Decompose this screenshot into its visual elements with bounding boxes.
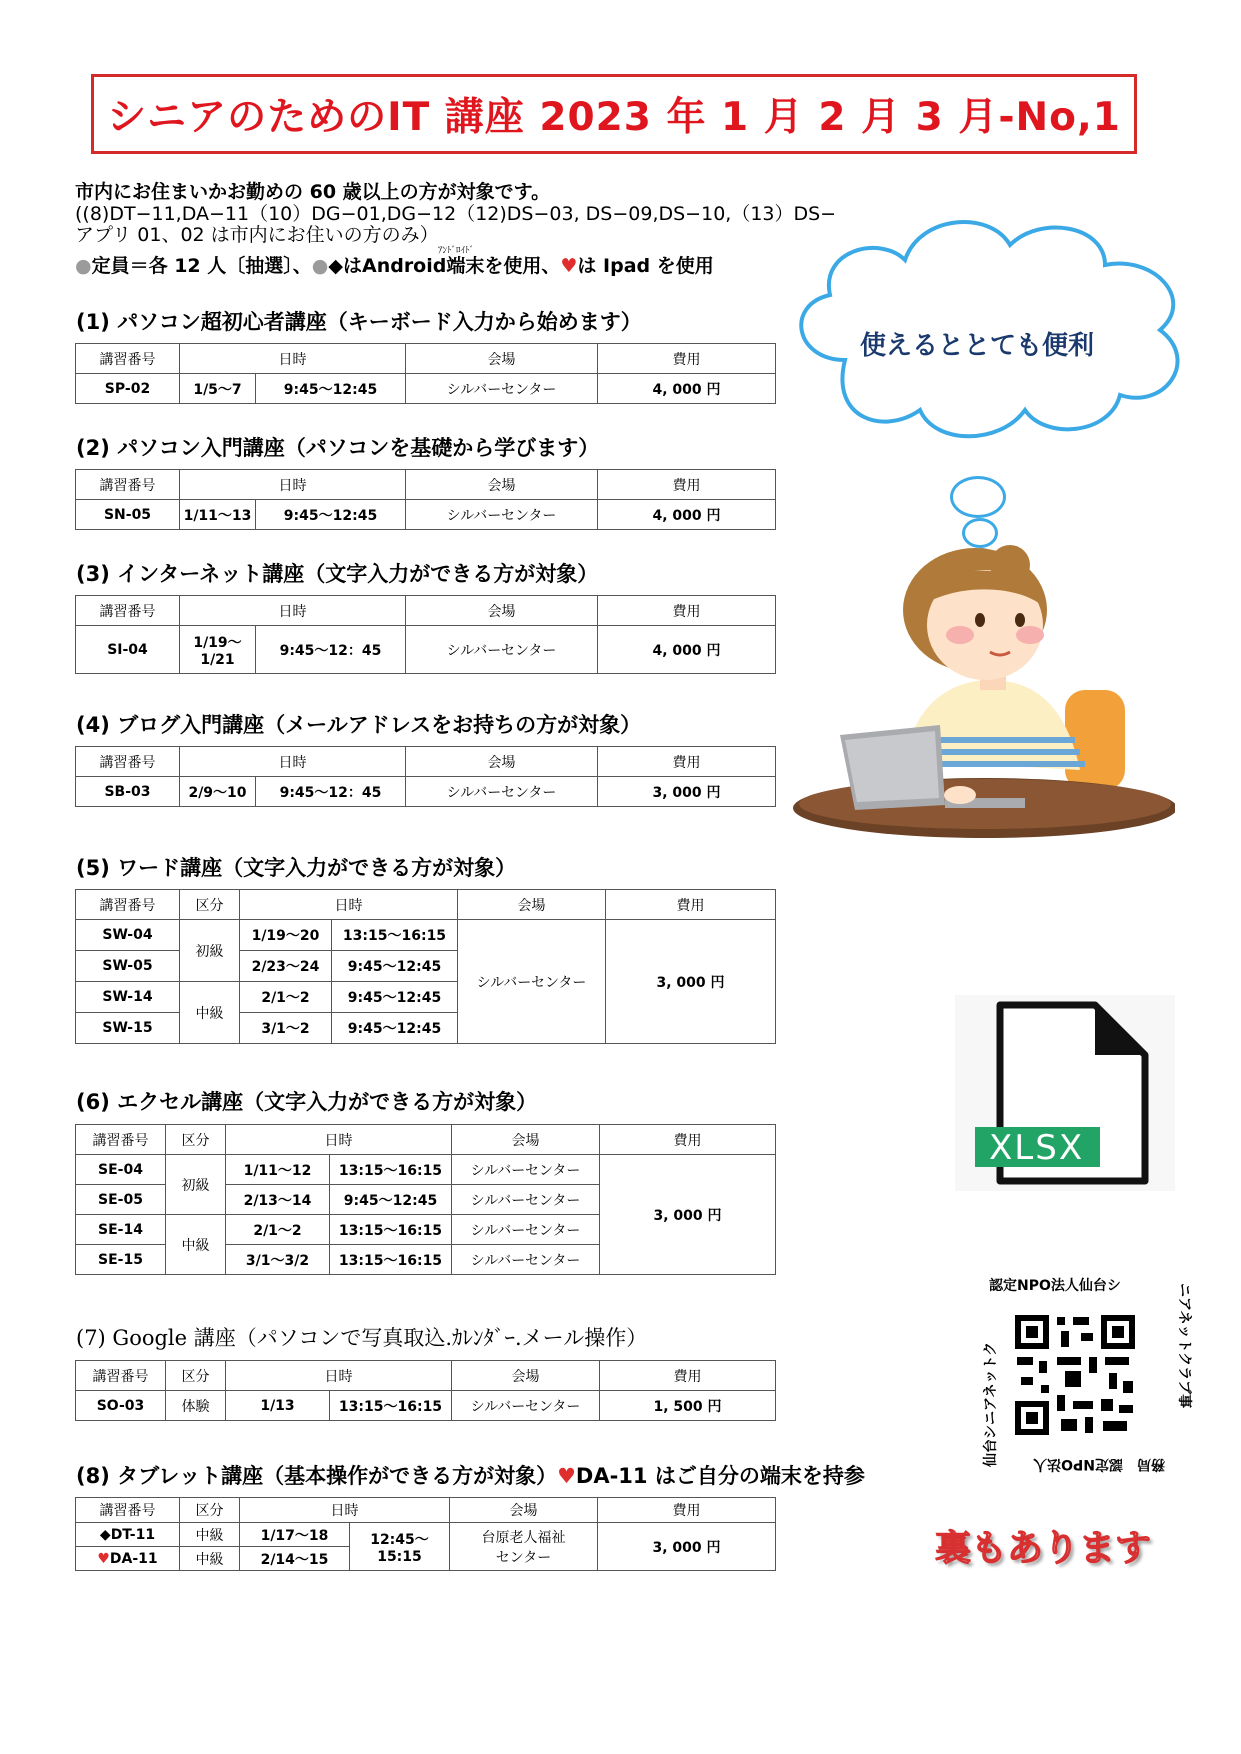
course-date: 1/19～ 1/21 (180, 626, 256, 674)
table-header: 講習番号 (76, 470, 180, 500)
xlsx-label: XLSX (989, 1128, 1085, 1168)
section-4-table (75, 746, 776, 807)
course-code: SW-14 (76, 982, 180, 1013)
table-header: 区分 (166, 1125, 226, 1155)
section-7-table (75, 1360, 776, 1421)
course-time: 13:15～16:15 (330, 1215, 452, 1245)
course-venue: シルバーセンター (406, 777, 598, 807)
section-5-table (75, 889, 776, 1044)
course-code: SW-04 (76, 920, 180, 951)
course-time: 9:45～12:45 (332, 951, 458, 982)
table-header: 費用 (600, 1125, 776, 1155)
course-time: 9:45～12:45 (332, 1013, 458, 1044)
heart-icon: ♥ (557, 1464, 576, 1488)
table-header: 講習番号 (76, 1361, 166, 1391)
intro-line-1: 市内にお住まいかお勤めの 60 歳以上の方が対象です。 (75, 181, 551, 203)
table-row (76, 1155, 776, 1185)
course-level: 中級 (166, 1215, 226, 1275)
course-time: 9:45～12:45 (256, 374, 406, 404)
course-fee: 4, 000 円 (598, 374, 776, 404)
woman-laptop-icon (785, 540, 1175, 840)
section-1-heading: (1) パソコン超初心者講座（キーボード入力から始めます） (76, 310, 642, 334)
table-header: 費用 (598, 1498, 776, 1523)
course-level: 中級 (180, 1547, 240, 1571)
qr-left-text: 仙台シニアネットク (983, 1341, 999, 1467)
course-venue: シルバーセンター (406, 374, 598, 404)
course-code: SP-02 (76, 374, 180, 404)
course-venue: シルバーセンター (452, 1215, 600, 1245)
course-date: 2/1～2 (240, 982, 332, 1013)
thought-bubble-text: 使えるととても便利 (860, 331, 1095, 361)
course-time: 13:15～16:15 (332, 920, 458, 951)
course-fee: 1, 500 円 (600, 1391, 776, 1421)
section-3-heading: (3) インターネット講座（文字入力ができる方が対象） (76, 562, 599, 586)
table-header: 日時 (240, 890, 458, 920)
course-venue: シルバーセンター (406, 626, 598, 674)
table-header: 日時 (180, 747, 406, 777)
table-row (76, 920, 776, 951)
course-level: 中級 (180, 1523, 240, 1547)
android-note: はAndroid端末を使用、 (342, 255, 561, 277)
table-header: 費用 (598, 596, 776, 626)
table-header: 費用 (600, 1361, 776, 1391)
table-header: 会場 (458, 890, 606, 920)
thought-bubble (775, 210, 1205, 460)
course-fee: 3, 000 円 (598, 777, 776, 807)
course-date: 1/13 (226, 1391, 330, 1421)
table-header: 講習番号 (76, 1498, 180, 1523)
section-2-table (75, 469, 776, 530)
diamond-icon: ◆ (99, 1526, 111, 1543)
table-header: 講習番号 (76, 747, 180, 777)
qr-bottom-text: 務局 認定NPO法人 (1033, 1456, 1165, 1472)
table-row (76, 626, 776, 674)
qr-top-text: 認定NPO法人仙台シ (989, 1278, 1121, 1294)
ipad-note: は Ipad を使用 (577, 255, 714, 277)
course-venue: シルバーセンター (452, 1155, 600, 1185)
table-header: 講習番号 (76, 1125, 166, 1155)
intro-line-4 (75, 256, 714, 277)
course-level: 中級 (180, 982, 240, 1044)
course-time: 9:45～12：45 (256, 626, 406, 674)
course-fee: 4, 000 円 (598, 500, 776, 530)
table-header: 費用 (598, 470, 776, 500)
course-venue: シルバーセンター (452, 1391, 600, 1421)
table-header: 会場 (450, 1498, 598, 1523)
intro-ruby: ｱﾝﾄﾞﾛｲﾄﾞ (438, 246, 475, 256)
intro-line-2: ((8)DT−11,DA−11（10）DG−01,DG−12（12)DS−03, DS−09,DS−10,（13）DS− (75, 203, 837, 225)
course-time: 9:45～12:45 (332, 982, 458, 1013)
table-header: 日時 (180, 470, 406, 500)
course-code: SB-03 (76, 777, 180, 807)
section-4-heading: (4) ブログ入門講座（メールアドレスをお持ちの方が対象） (76, 713, 642, 737)
course-time: 12:45～ 15:15 (350, 1523, 450, 1571)
capacity-text: 定員＝各 12 人〔抽選〕、 (91, 255, 312, 277)
course-code: ♥DA-11 (76, 1547, 180, 1571)
course-code: ◆DT-11 (76, 1523, 180, 1547)
course-date: 1/19～20 (240, 920, 332, 951)
course-code: SI-04 (76, 626, 180, 674)
table-header: 会場 (452, 1361, 600, 1391)
course-date: 1/5～7 (180, 374, 256, 404)
course-fee: 3, 000 円 (600, 1155, 776, 1275)
course-date: 1/17～18 (240, 1523, 350, 1547)
course-fee: 3, 000 円 (606, 920, 776, 1044)
table-header: 区分 (166, 1361, 226, 1391)
table-header: 費用 (598, 747, 776, 777)
table-header: 日時 (226, 1125, 452, 1155)
woman-laptop-illustration (785, 540, 1175, 840)
course-date: 3/1～3/2 (226, 1245, 330, 1275)
course-time: 13:15～16:15 (330, 1245, 452, 1275)
table-header: 会場 (406, 344, 598, 374)
course-code: SE-04 (76, 1155, 166, 1185)
course-venue: シルバーセンター (452, 1185, 600, 1215)
course-fee: 4, 000 円 (598, 626, 776, 674)
course-date: 2/14～15 (240, 1547, 350, 1571)
course-date: 1/11～13 (180, 500, 256, 530)
table-header: 講習番号 (76, 596, 180, 626)
table-row (76, 1391, 776, 1421)
course-code: SW-05 (76, 951, 180, 982)
section-6-heading: (6) エクセル講座（文字入力ができる方が対象） (76, 1090, 538, 1114)
course-fee: 3, 000 円 (598, 1523, 776, 1571)
course-venue: シルバーセンター (452, 1245, 600, 1275)
table-header: 会場 (406, 747, 598, 777)
title-box (91, 74, 1137, 154)
bubble-dot-1 (950, 476, 1006, 518)
course-date: 2/23～24 (240, 951, 332, 982)
course-time: 13:15～16:15 (330, 1391, 452, 1421)
xlsx-file-icon (955, 995, 1175, 1191)
section-8-heading: (8) タブレット講座（基本操作ができる方が対象）♥DA-11 はご自分の端末を持参 (76, 1464, 865, 1488)
qr-code-block (975, 1275, 1192, 1475)
table-row (76, 777, 776, 807)
course-level: 体験 (166, 1391, 226, 1421)
table-header: 日時 (226, 1361, 452, 1391)
course-time: 9:45～12:45 (330, 1185, 452, 1215)
course-venue: シルバーセンター (406, 500, 598, 530)
bullet-icon: ● (75, 255, 92, 277)
table-header: 会場 (406, 470, 598, 500)
section-6-table (75, 1124, 776, 1275)
heart-icon: ♥ (560, 255, 578, 277)
diamond-icon: ◆ (328, 255, 343, 277)
course-code: SE-15 (76, 1245, 166, 1275)
section-5-heading: (5) ワード講座（文字入力ができる方が対象） (76, 856, 517, 880)
table-header: 会場 (406, 596, 598, 626)
table-header: 区分 (180, 890, 240, 920)
table-header: 日時 (240, 1498, 450, 1523)
intro-line-3: アプリ 01、02 は市内にお住いの方のみ） (75, 224, 439, 246)
section-2-heading: (2) パソコン入門講座（パソコンを基礎から学びます） (76, 436, 600, 460)
course-date: 3/1～2 (240, 1013, 332, 1044)
bullet-icon: ● (311, 255, 329, 277)
table-header: 費用 (598, 344, 776, 374)
course-level: 初級 (166, 1155, 226, 1215)
section-1-table (75, 343, 776, 404)
section-8-table (75, 1497, 776, 1571)
table-header: 会場 (452, 1125, 600, 1155)
course-level: 初級 (180, 920, 240, 982)
section-7-heading: (7) Google 講座（パソコンで写真取込.ｶﾚﾝﾀﾞｰ.メール操作） (76, 1326, 648, 1350)
table-header: 講習番号 (76, 344, 180, 374)
table-row (76, 500, 776, 530)
table-header: 費用 (606, 890, 776, 920)
qr-right-text: ニアネットクラブ事 (1176, 1283, 1192, 1409)
qr-code-icon[interactable] (1013, 1313, 1137, 1437)
course-time: 13:15～16:15 (330, 1155, 452, 1185)
table-header: 区分 (180, 1498, 240, 1523)
back-side-note: 裏もあります (935, 1528, 1152, 1569)
course-venue: シルバーセンター (458, 920, 606, 1044)
table-row (76, 374, 776, 404)
table-row (76, 1523, 776, 1547)
course-code: SW-15 (76, 1013, 180, 1044)
course-code: SE-14 (76, 1215, 166, 1245)
table-header: 日時 (180, 596, 406, 626)
heart-icon: ♥ (97, 1550, 110, 1567)
course-venue: 台原老人福祉 センター (450, 1523, 598, 1571)
course-code: SN-05 (76, 500, 180, 530)
course-code: SE-05 (76, 1185, 166, 1215)
section-3-table (75, 595, 776, 674)
table-header: 講習番号 (76, 890, 180, 920)
course-time: 9:45～12:45 (256, 500, 406, 530)
course-date: 2/9～10 (180, 777, 256, 807)
course-date: 2/13～14 (226, 1185, 330, 1215)
course-code: SO-03 (76, 1391, 166, 1421)
table-header: 日時 (180, 344, 406, 374)
page-title: シニアのためのIT 講座 2023 年 1 月 2 月 3 月-No,1 (107, 95, 1121, 140)
course-date: 2/1～2 (226, 1215, 330, 1245)
course-date: 1/11～12 (226, 1155, 330, 1185)
course-time: 9:45～12：45 (256, 777, 406, 807)
